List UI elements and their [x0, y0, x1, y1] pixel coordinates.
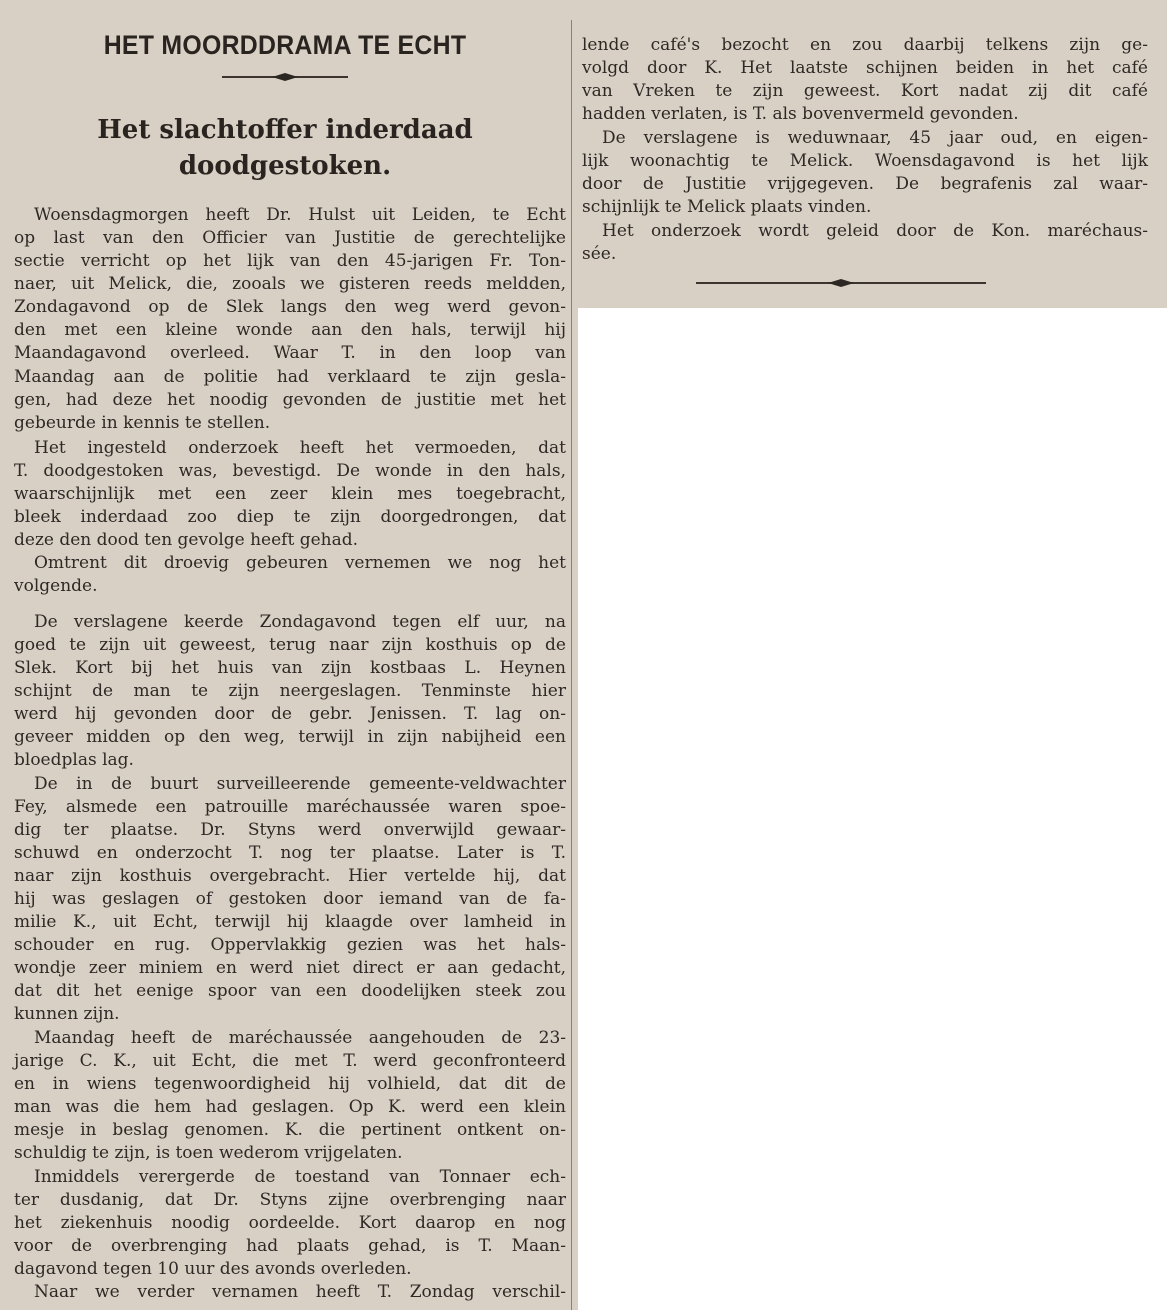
text-line: Het onderzoek wordt geleid door de Kon. maréchaus-: [602, 221, 1148, 241]
text-line: De verslagene is weduwnaar, 45 jaar oud, en eigen-: [602, 128, 1148, 148]
text-line: gebeurde in kennis te stellen.: [14, 413, 271, 433]
text-line: naar zijn kosthuis overgebracht. Hier vertelde hij, dat: [14, 866, 566, 886]
end-ornament-rule: [696, 282, 986, 284]
text-line: milie K., uit Echt, terwijl hij klaagde over lamheid in: [14, 912, 566, 932]
text-line: Maandag heeft de maréchaussée aangehouden de 23-: [34, 1028, 566, 1048]
text-line: schuwd en onderzocht T. nog ter plaatse. Later is T.: [14, 843, 566, 863]
text-line: Slek. Kort bij het huis van zijn kostbaas L. Heynen: [14, 658, 566, 678]
text-line: volgd door K. Het laatste schijnen beiden in het café: [582, 58, 1148, 78]
text-line: naer, uit Melick, die, zooals we gisteren reeds meldden,: [14, 274, 566, 294]
text-line: ter dusdanig, dat Dr. Styns zijne overbrenging naar: [14, 1190, 566, 1210]
text-line: Fey, alsmede een patrouille maréchaussée waren spoe-: [14, 797, 566, 817]
text-line: Omtrent dit droevig gebeuren vernemen we nog het: [34, 553, 566, 573]
text-line: waarschijnlijk met een zeer klein mes toegebracht,: [14, 484, 566, 504]
headline: HET MOORDDRAMA TE ECHT: [103, 30, 467, 60]
subheadline: [20, 112, 550, 184]
text-line: wondje zeer miniem en werd niet direct er aan gedacht,: [14, 958, 566, 978]
text-line: schouder en rug. Oppervlakkig gezien was het hals-: [14, 935, 566, 955]
text-line: goed te zijn uit geweest, terug naar zijn kosthuis op de: [14, 635, 566, 655]
subhead-line-2: doodgestoken.: [178, 151, 392, 181]
text-line: bloedplas lag.: [14, 750, 134, 770]
text-line: schuldig te zijn, is toen wederom vrijgelaten.: [14, 1143, 403, 1163]
text-line: jarige C. K., uit Echt, die met T. werd geconfronteerd: [14, 1051, 566, 1071]
text-line: voor de overbrenging had plaats gehad, is T. Maan-: [14, 1236, 566, 1256]
text-line: geveer midden op den weg, terwijl in zijn nabijheid een: [14, 727, 566, 747]
text-line: sée.: [582, 244, 617, 264]
text-line: dagavond tegen 10 uur des avonds overleden.: [14, 1259, 412, 1279]
text-line: Inmiddels verergerde de toestand van Tonnaer ech-: [34, 1167, 566, 1187]
text-line: T. doodgestoken was, bevestigd. De wonde in den hals,: [14, 461, 566, 481]
text-line: De in de buurt surveilleerende gemeente-veldwachter: [34, 774, 566, 794]
text-line: werd hij gevonden door de gebr. Jenissen. T. lag on-: [14, 704, 566, 724]
text-line: Maandag aan de politie had verklaard te zijn gesla-: [14, 367, 566, 387]
subhead-line-1: Het slachtoffer inderdaad: [97, 115, 473, 145]
text-line: schijnt de man te zijn neergeslagen. Tenminste hier: [14, 681, 566, 701]
text-line: man was die hem had geslagen. Op K. werd een klein: [14, 1097, 566, 1117]
text-line: Zondagavond op de Slek langs den weg werd gevon-: [14, 297, 566, 317]
text-line: lijk woonachtig te Melick. Woensdagavond is het lijk: [582, 151, 1148, 171]
text-line: Maandagavond overleed. Waar T. in den loop van: [14, 343, 566, 363]
text-line: op last van den Officier van Justitie de gerechtelijke: [14, 228, 566, 248]
text-line: mesje in beslag genomen. K. die pertinent ontkent on-: [14, 1120, 566, 1140]
text-line: Woensdagmorgen heeft Dr. Hulst uit Leiden, te Echt: [34, 205, 566, 225]
text-line: lende café's bezocht en zou daarbij telkens zijn ge-: [582, 35, 1148, 55]
text-line: bleek inderdaad zoo diep te zijn doorgedrongen, dat: [14, 507, 566, 527]
text-line: hij was geslagen of gestoken door iemand van de fa-: [14, 889, 566, 909]
text-line: Het ingesteld onderzoek heeft het vermoeden, dat: [34, 438, 566, 458]
text-line: hadden verlaten, is T. als bovenvermeld gevonden.: [582, 104, 1019, 124]
text-line: het ziekenhuis noodig oordeelde. Kort daarop en nog: [14, 1213, 566, 1233]
text-line: gen, had deze het noodig gevonden de justitie met het: [14, 390, 566, 410]
text-line: en in wiens tegenwoordigheid hij volhield, dat dit de: [14, 1074, 566, 1094]
text-line: deze den dood ten gevolge heeft gehad.: [14, 530, 359, 550]
text-line: kunnen zijn.: [14, 1004, 120, 1024]
headline-ornament-rule: [222, 76, 348, 78]
text-line: dat dit het eenige spoor van een doodelijken steek zou: [14, 981, 566, 1001]
text-line: van Vreken te zijn geweest. Kort nadat zij dit café: [582, 81, 1148, 101]
text-line: schijnlijk te Melick plaats vinden.: [582, 197, 872, 217]
text-line: dig ter plaatse. Dr. Styns werd onverwijld gewaar-: [14, 820, 566, 840]
text-line: volgende.: [14, 576, 98, 596]
text-line: Naar we verder vernamen heeft T. Zondag verschil-: [34, 1282, 566, 1302]
text-line: sectie verricht op het lijk van den 45-jarigen Fr. Ton-: [14, 251, 566, 271]
text-line: den met een kleine wonde aan den hals, terwijl hij: [14, 320, 566, 340]
column-divider: [571, 20, 572, 1310]
text-line: De verslagene keerde Zondagavond tegen elf uur, na: [34, 612, 566, 632]
text-line: door de Justitie vrijgegeven. De begrafenis zal waar-: [582, 174, 1148, 194]
